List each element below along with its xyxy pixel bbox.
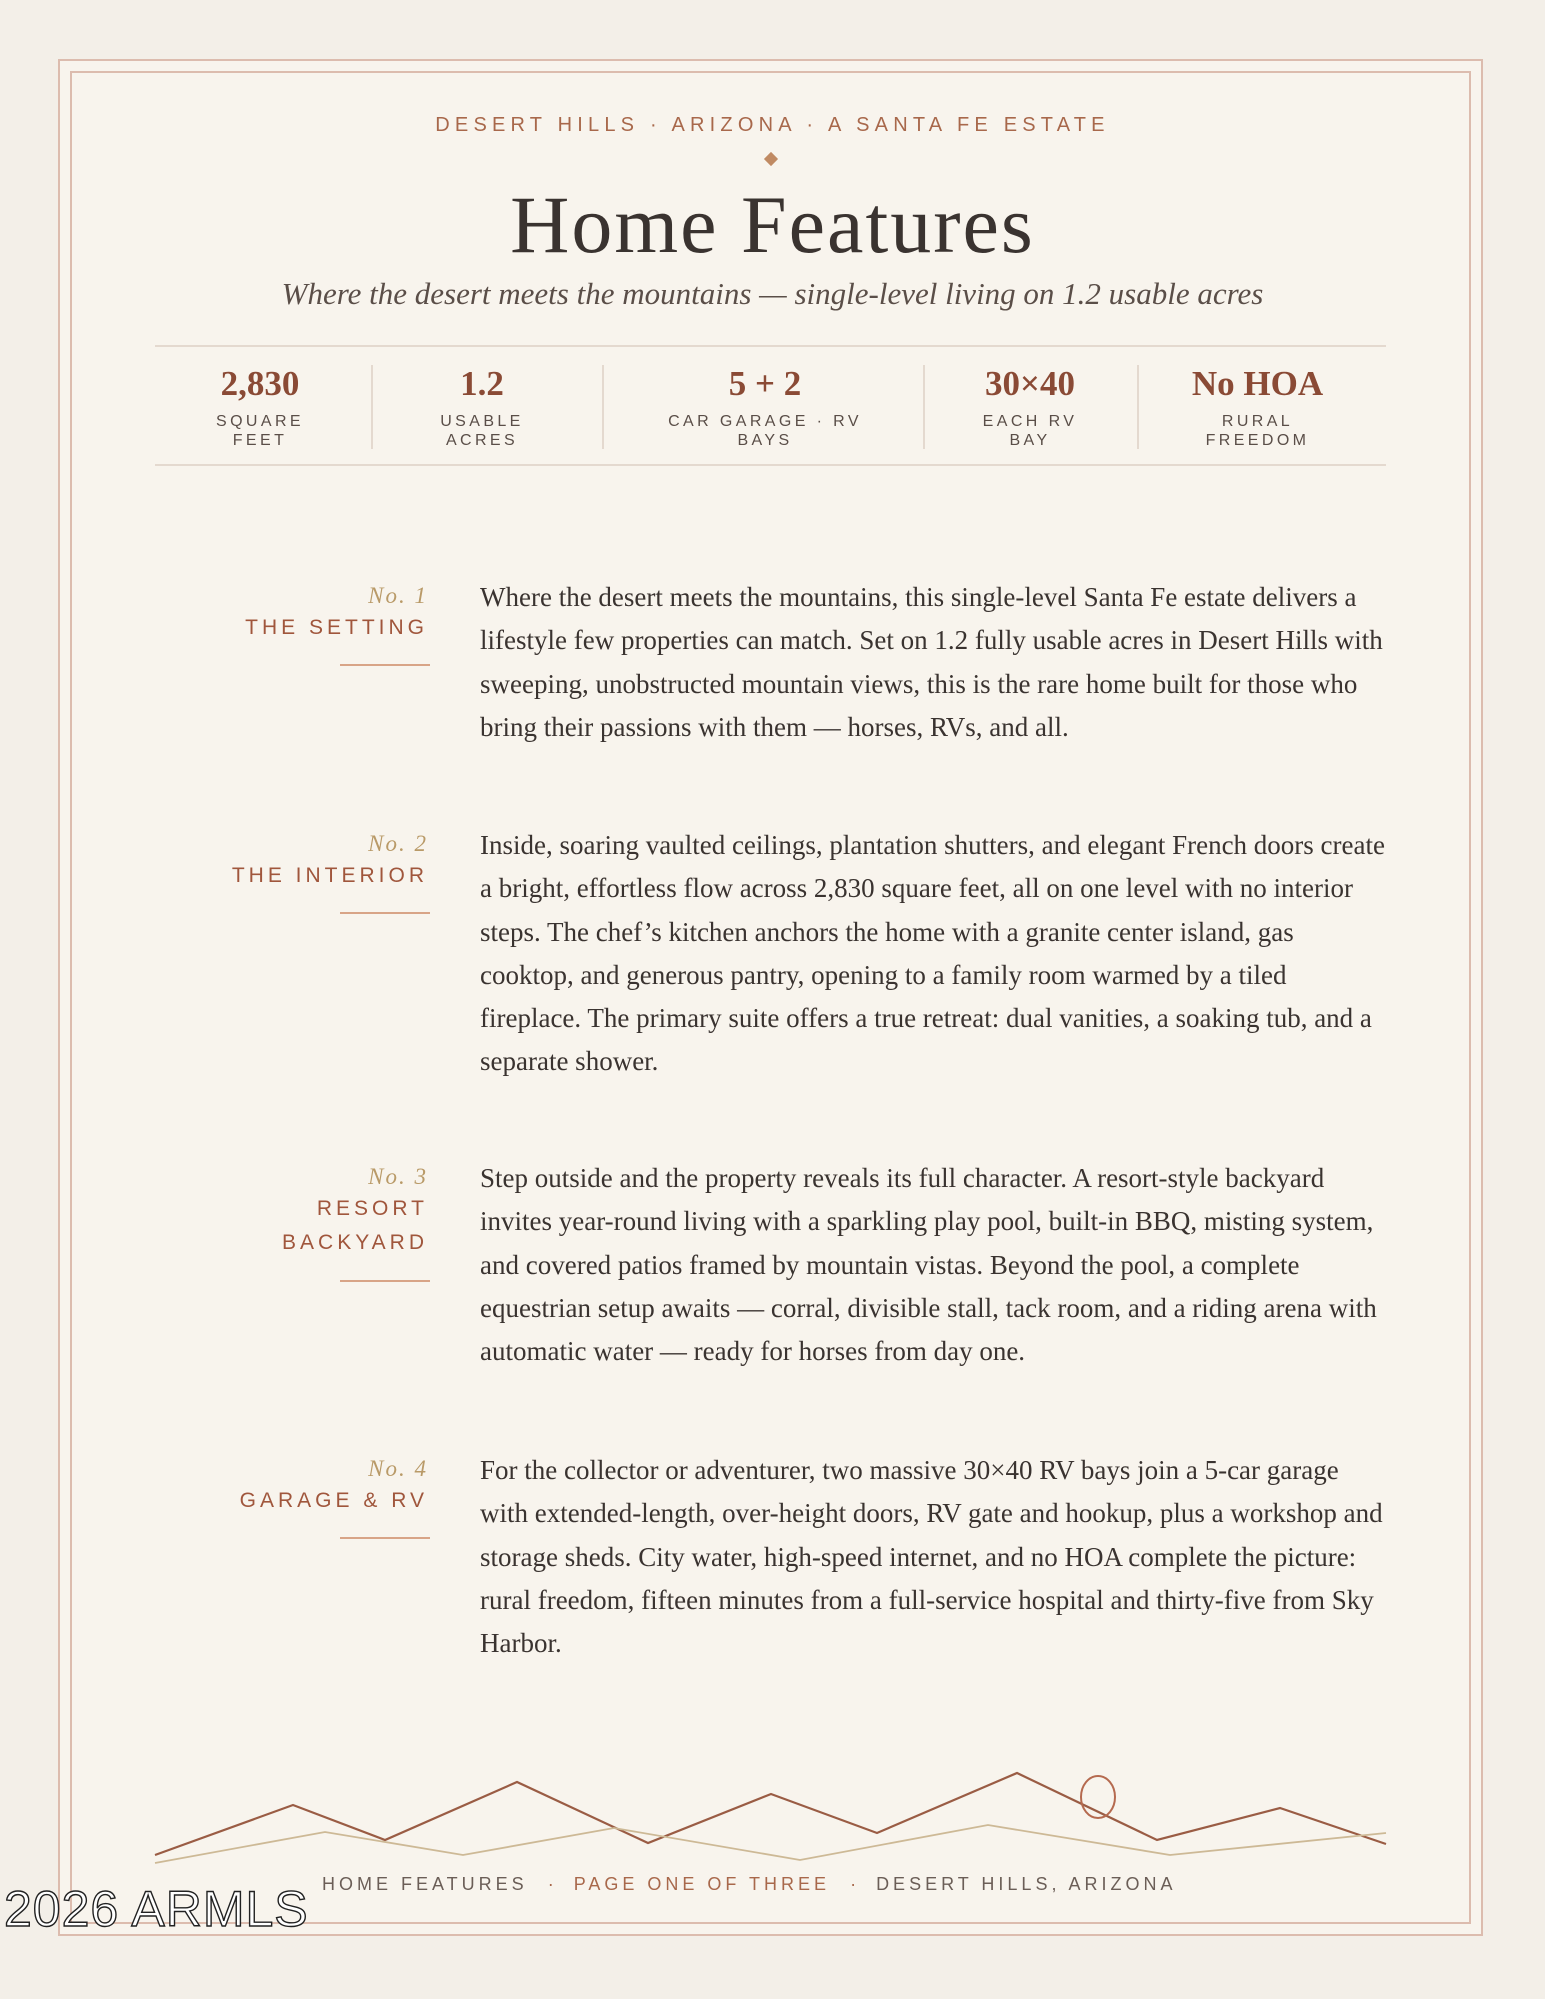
- section-title: GARAGE & RV: [239, 1489, 428, 1512]
- stat-label: USABLE ACRES: [440, 412, 524, 449]
- eyebrow-text: DESERT HILLS · ARIZONA · A SANTA FE ESTATE: [435, 114, 1110, 136]
- stat-label: EACH RV BAY: [982, 412, 1078, 449]
- footer-separator: ·: [850, 1874, 857, 1894]
- stat-label: RURAL FREEDOM: [1205, 412, 1310, 449]
- section-number: No. 2: [368, 831, 428, 856]
- section-title: THE SETTING: [245, 616, 428, 639]
- section-title: THE INTERIOR: [231, 864, 428, 887]
- stat-value: 5 + 2: [728, 364, 802, 403]
- stat-value: 30×40: [985, 364, 1075, 403]
- stat-value: 1.2: [460, 364, 504, 403]
- section-number: No. 4: [368, 1456, 428, 1481]
- footer-separator: ·: [547, 1874, 554, 1894]
- stat-value: 2,830: [220, 364, 300, 403]
- section-title: RESORT: [316, 1197, 428, 1220]
- section-title-line2: BACKYARD: [282, 1231, 428, 1254]
- footer-right: DESERT HILLS, ARIZONA: [876, 1874, 1177, 1894]
- page-footer: [322, 1874, 1176, 1895]
- section-body: Where the desert meets the mountains, this single-level Santa Fe estate delivers a lifestyle few properties can match. Set on 1.2 fully usable acres in Desert Hills with sweeping, unobstructed mountain views, this is the rare home built for those who bring their passions with them — horses, RVs, and all.: [480, 582, 1383, 742]
- section-body: Inside, soaring vaulted ceilings, plantation shutters, and elegant French doors create a bright, effortless flow across 2,830 square feet, all on one level with no interior steps. The chef’s kitchen anchors the home with a granite center island, gas cooktop, and generous pantry, opening to a family room warmed by a tiled fireplace. The primary suite offers a true retreat: dual vanities, a soaking tub, and a separate shower.: [480, 830, 1385, 1077]
- section-number: No. 3: [368, 1164, 428, 1189]
- stat-value: No HOA: [1191, 364, 1324, 403]
- section-body: For the collector or adventurer, two massive 30×40 RV bays join a 5-car garage with extended-length, over-height doors, RV gate and hookup, plus a workshop and storage sheds. City water, high-speed internet, and no HOA complete the picture: rural freedom, fifteen minutes from a full-service hospital and thirty-five from Sky Harbor.: [480, 1455, 1383, 1659]
- stat-label: SQUARE FEET: [216, 412, 304, 449]
- stat-label: CAR GARAGE · RV BAYS: [668, 412, 862, 449]
- section-body: Step outside and the property reveals its full character. A resort-style backyard invites year-round living with a sparkling play pool, built-in BBQ, misting system, and covered patios framed by mountain vistas. Beyond the pool, a complete equestrian setup awaits — corral, divisible stall, tack room, and a riding arena with automatic water — ready for horses from day one.: [480, 1163, 1377, 1367]
- page-title: Home Features: [510, 179, 1035, 270]
- page-subtitle: Where the desert meets the mountains — single-level living on 1.2 usable acres: [281, 276, 1264, 311]
- section-number: No. 1: [368, 583, 428, 608]
- footer-center: PAGE ONE OF THREE: [573, 1874, 831, 1894]
- footer-left: HOME FEATURES: [322, 1874, 528, 1894]
- watermark-text: 2026 ARMLS: [4, 1881, 309, 1937]
